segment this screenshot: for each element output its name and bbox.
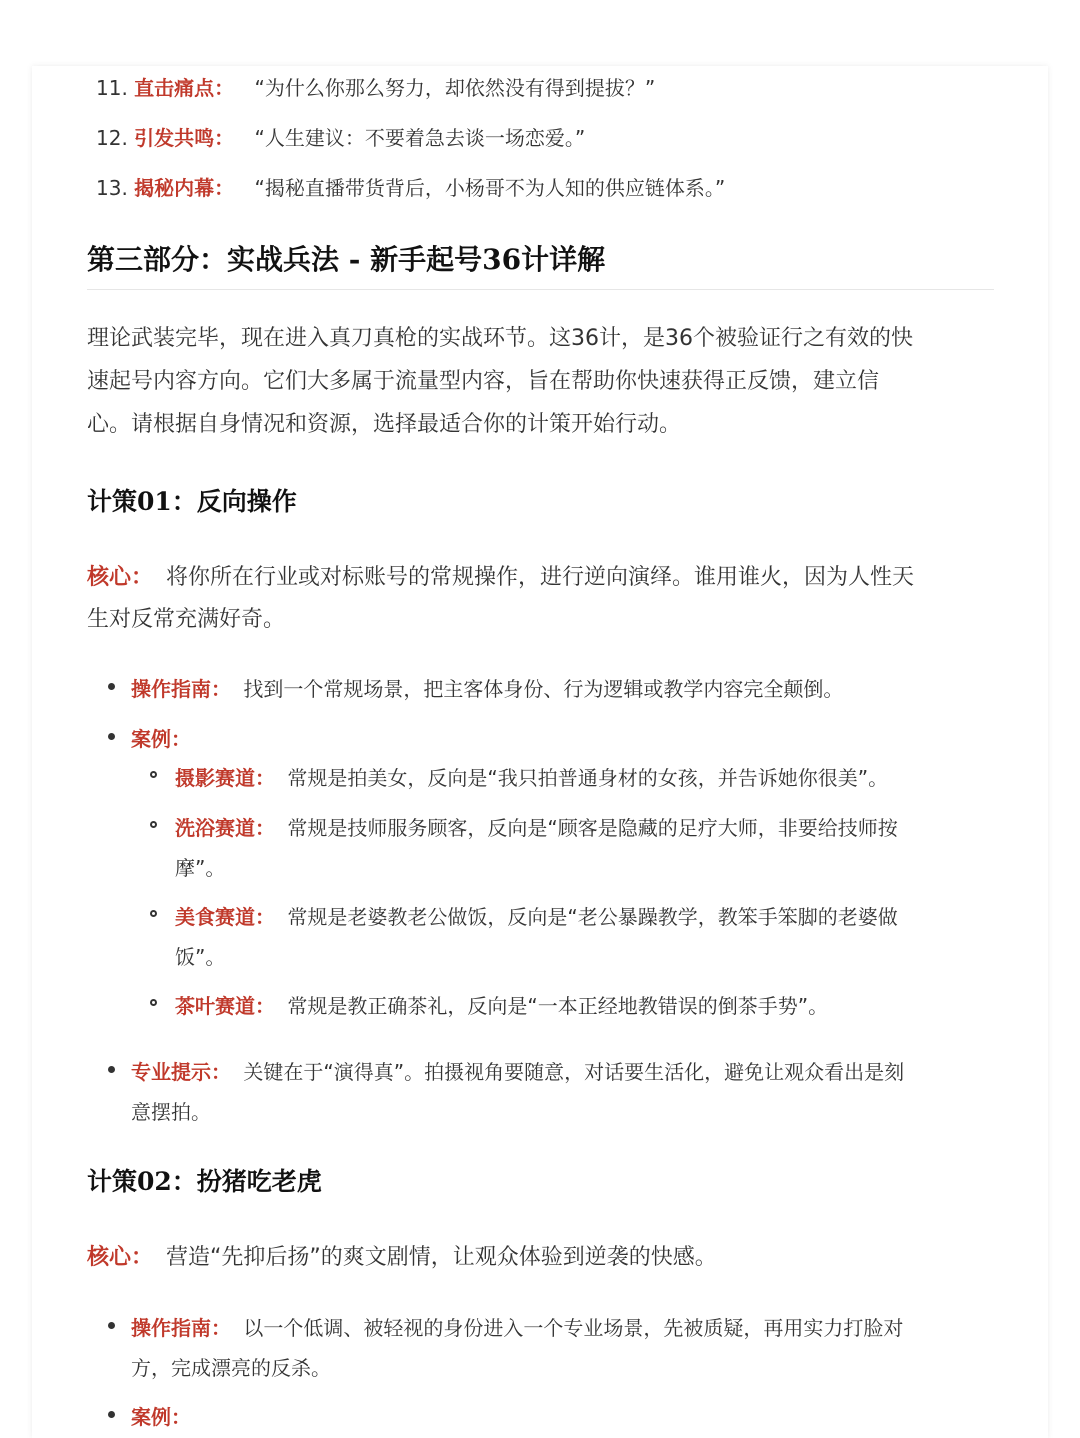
- item-text: “为什么你那么努力，却依然没有得到提拔？”: [254, 76, 656, 100]
- list-item-12: [96, 122, 585, 151]
- guide-text: 以一个低调、被轻视的身份进入一个专业场景，先被质疑，再用实力打脸对: [243, 1316, 904, 1340]
- guide-label: 操作指南：: [131, 1316, 231, 1340]
- core-text: 将你所在行业或对标账号的常规操作，进行逆向演绎。谁用谁火，因为人性天: [166, 565, 915, 590]
- case-label: 美食赛道：: [175, 905, 275, 929]
- case-food: [175, 901, 898, 930]
- strategy-02-guide: [131, 1312, 903, 1341]
- tip-text: 关键在于“演得真”。拍摄视角要随意，对话要生活化，避免让观众看出是刻: [243, 1060, 905, 1084]
- core-label: 核心：: [87, 1245, 154, 1270]
- bullet-dot: [108, 1322, 115, 1329]
- bullet-dot: [108, 1411, 115, 1418]
- strategy-01-title: 计策01：反向操作: [87, 487, 297, 516]
- case-text: 常规是教正确茶礼，反向是“一本正经地教错误的倒茶手势”。: [287, 994, 829, 1018]
- tip-label: 专业提示：: [131, 1060, 231, 1084]
- case-text: 常规是老婆教老公做饭，反向是“老公暴躁教学，教笨手笨脚的老婆做: [287, 905, 898, 929]
- guide-label: 操作指南：: [131, 677, 231, 701]
- case-food-line-2: 饭”。: [175, 945, 226, 969]
- bullet-dot: [108, 1066, 115, 1073]
- strategy-01-cases-header: [131, 723, 191, 752]
- item-text: “人生建议：不要着急去谈一场恋爱。”: [254, 126, 586, 150]
- case-bathing: [175, 812, 898, 841]
- item-number: 11.: [96, 76, 128, 100]
- guide-text: 找到一个常规场景，把主客体身份、行为逻辑或教学内容完全颠倒。: [243, 677, 844, 701]
- case-label: 洗浴赛道：: [175, 816, 275, 840]
- section-title: 第三部分：实战兵法 - 新手起号36计详解: [87, 243, 606, 276]
- circle-bullet: [150, 821, 157, 828]
- case-text: 常规是技师服务顾客，反向是“顾客是隐藏的足疗大师，非要给技师按: [287, 816, 898, 840]
- strategy-02-guide-line-2: 方，完成漂亮的反杀。: [131, 1356, 331, 1380]
- intro-line-2: 速起号内容方向。它们大多属于流量型内容，旨在帮助你快速获得正反馈，建立信: [87, 369, 880, 394]
- bullet-dot: [108, 733, 115, 740]
- case-bathing-line-2: 摩”。: [175, 856, 226, 880]
- item-label: 揭秘内幕：: [134, 176, 235, 200]
- cases-label: 案例：: [131, 1405, 191, 1429]
- strategy-02-core: [87, 1240, 717, 1271]
- strategy-01-tip-line-2: 意摆拍。: [131, 1100, 211, 1124]
- item-label: 直击痛点：: [134, 76, 235, 100]
- section-divider: [87, 289, 994, 290]
- item-number: 12.: [96, 126, 128, 150]
- case-tea: [175, 990, 828, 1019]
- intro-line-3: 心。请根据自身情况和资源，选择最适合你的计策开始行动。: [87, 412, 682, 437]
- list-item-13: [96, 172, 725, 201]
- bullet-dot: [108, 683, 115, 690]
- item-text: “揭秘直播带货背后，小杨哥不为人知的供应链体系。”: [254, 176, 726, 200]
- case-label: 摄影赛道：: [175, 766, 275, 790]
- top-blank-area: [0, 0, 1080, 66]
- cases-label: 案例：: [131, 727, 191, 751]
- item-label: 引发共鸣：: [134, 126, 235, 150]
- case-photography: [175, 762, 888, 791]
- list-item-11: [96, 72, 655, 101]
- item-number: 13.: [96, 176, 128, 200]
- strategy-01-core-line-2: 生对反常充满好奇。: [87, 607, 286, 632]
- circle-bullet: [150, 771, 157, 778]
- strategy-01-core-line-1: [87, 560, 914, 591]
- core-label: 核心：: [87, 565, 154, 590]
- case-text: 常规是拍美女，反向是“我只拍普通身材的女孩，并告诉她你很美”。: [287, 766, 889, 790]
- strategy-02-cases-header: [131, 1401, 191, 1430]
- circle-bullet: [150, 999, 157, 1006]
- strategy-01-guide: [131, 673, 843, 702]
- core-text: 营造“先抑后扬”的爽文剧情，让观众体验到逆袭的快感。: [166, 1245, 717, 1270]
- circle-bullet: [150, 910, 157, 917]
- intro-line-1: 理论武装完毕，现在进入真刀真枪的实战环节。这36计，是36个被验证行之有效的快: [87, 326, 913, 351]
- case-label: 茶叶赛道：: [175, 994, 275, 1018]
- strategy-02-title: 计策02：扮猪吃老虎: [87, 1167, 322, 1196]
- strategy-01-tip: [131, 1056, 904, 1085]
